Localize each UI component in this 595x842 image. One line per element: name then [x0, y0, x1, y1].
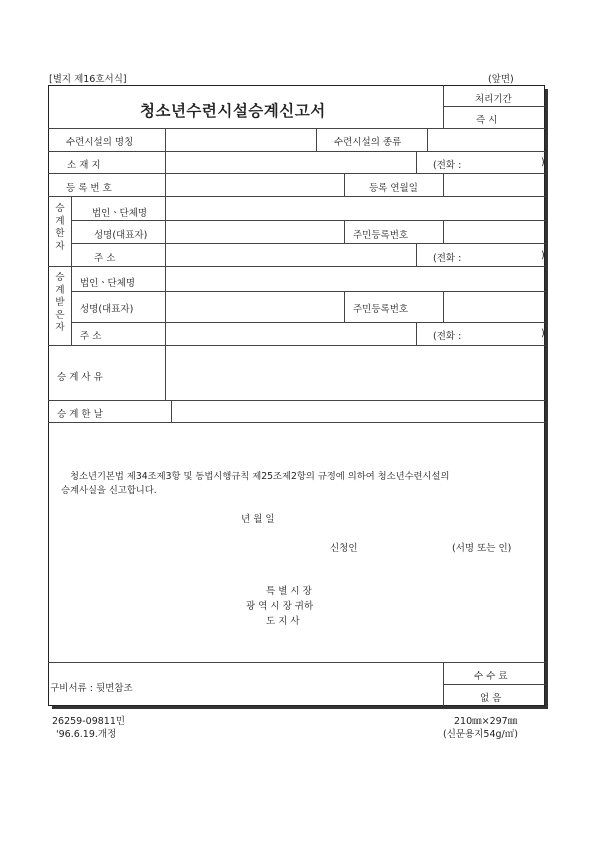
- transferor-rep-label: 성명(대표자): [94, 230, 148, 241]
- transferee-rep-label: 성명(대표자): [80, 304, 134, 315]
- transferee-resident-label: 주민등록번호: [353, 304, 409, 315]
- form-code: 26259-09811민: [52, 716, 126, 727]
- frame-shadow-right: [545, 89, 548, 709]
- date-label: 승 계 한 날: [57, 409, 103, 420]
- reason-label: 승 계 사 유: [57, 372, 103, 383]
- transferor-phone: (전화 :: [433, 253, 462, 264]
- location-phone: (전화 :: [433, 160, 462, 171]
- revision-date: '96.6.19.개정: [56, 729, 117, 740]
- transferor-address-label: 주 소: [94, 253, 116, 264]
- paper-size: 210㎜×297㎜: [454, 716, 518, 727]
- recipient-3: 도 지 사: [266, 616, 300, 627]
- recipient-2: 광 역 시 장 귀하: [246, 601, 314, 612]
- reg-date-label: 등록 연월일: [369, 183, 418, 194]
- frame-shadow-bottom: [52, 706, 548, 709]
- transferor-corp-label: 법인ㆍ단체명: [92, 208, 148, 219]
- location-label: 소 재 지: [67, 160, 101, 171]
- form-title: 청소년수련시설승계신고서: [140, 102, 326, 120]
- transferee-side-label: 승 계 받 은 자: [55, 272, 65, 333]
- transferor-resident-label: 주민등록번호: [353, 230, 409, 241]
- facility-name-label: 수련시설의 명칭: [66, 137, 134, 148]
- applicant-label: 신청인: [330, 543, 358, 554]
- transferee-address-label: 주 소: [80, 331, 102, 342]
- signature-label: (서명 또는 인): [452, 543, 512, 554]
- date-line: 년 월 일: [241, 514, 275, 525]
- facility-type-label: 수련시설의 종류: [334, 137, 402, 148]
- required-docs: 구비서류 : 뒷면참조: [50, 683, 133, 694]
- transferor-side-label: 승 계 한 자: [55, 203, 65, 252]
- declaration-text-2: 승계사실을 신고합니다.: [61, 485, 157, 496]
- fee-label: 수 수 료: [474, 671, 508, 682]
- reg-no-label: 등 록 번 호: [66, 183, 112, 194]
- processing-value: 즉 시: [476, 115, 498, 126]
- form-number: [별지 제16호서식]: [49, 74, 127, 85]
- declaration-text-1: 청소년기본법 제34조제3항 및 동법시행규칙 제25조제2항의 규정에 의하여 청소년수련시설의: [70, 471, 450, 482]
- paper-type: (신문용지54g/㎡): [443, 729, 518, 740]
- transferee-phone: (전화 :: [433, 331, 462, 342]
- processing-label: 처리기간: [475, 94, 512, 105]
- recipient-1: 특 별 시 장: [266, 586, 312, 597]
- fee-value: 없 음: [480, 693, 502, 704]
- page-side: (앞면): [488, 74, 514, 85]
- transferee-corp-label: 법인ㆍ단체명: [80, 278, 136, 289]
